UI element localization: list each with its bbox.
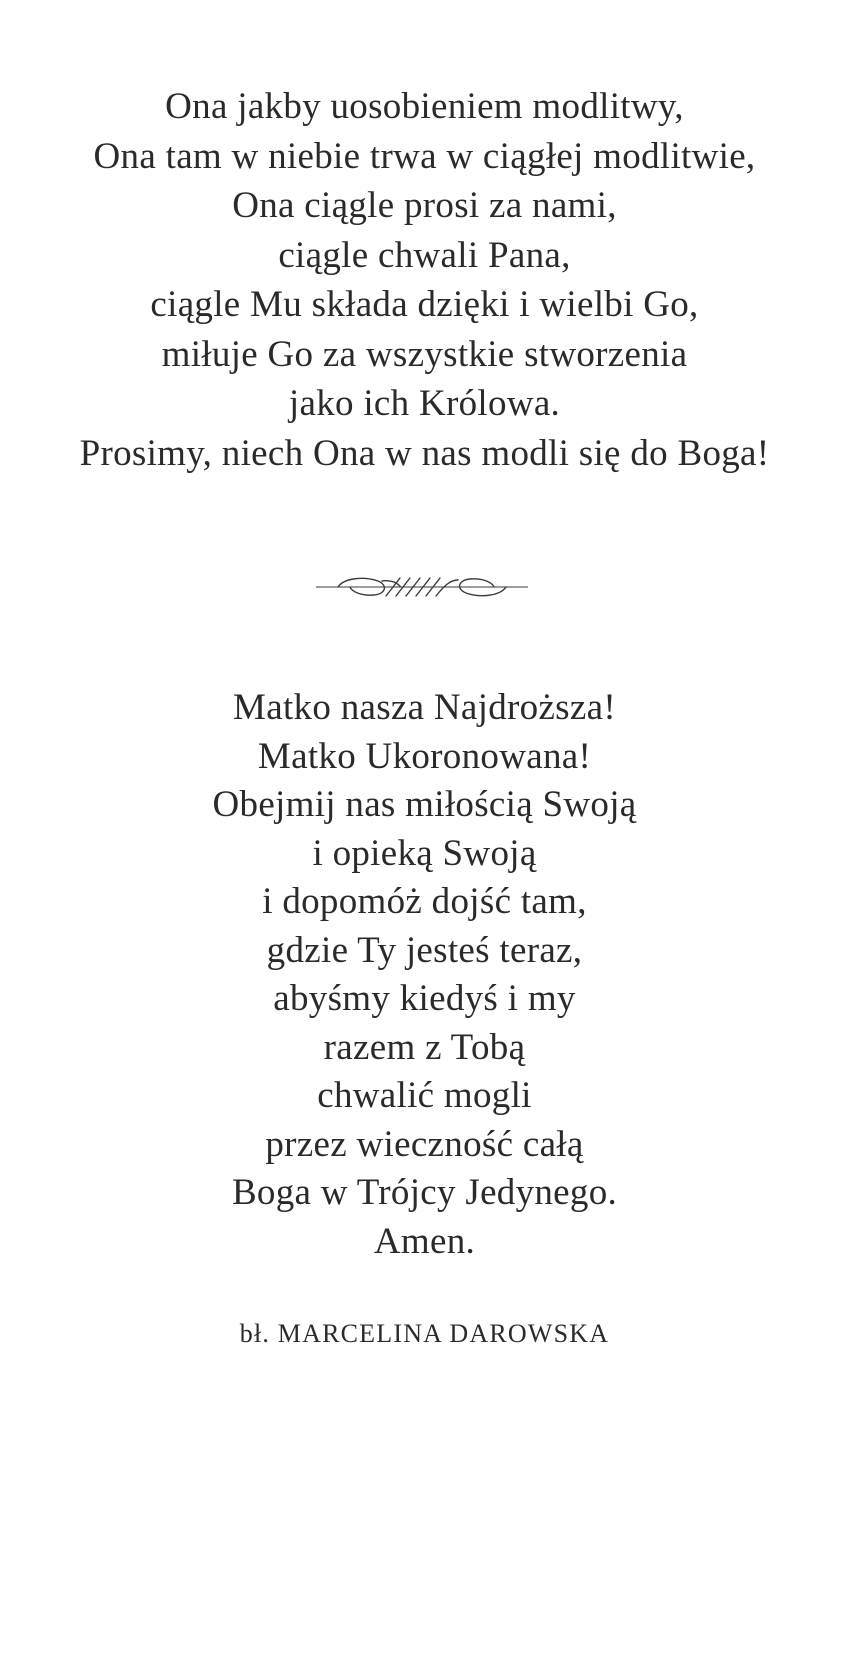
stanza-2-line: przez wieczność całą bbox=[265, 1123, 584, 1165]
flourish-divider-icon bbox=[316, 572, 528, 602]
prayer-stanza-1 bbox=[0, 82, 849, 478]
stanza-1-line: jako ich Królowa. bbox=[288, 383, 561, 424]
stanza-2-line: i dopomóż dojść tam, bbox=[262, 881, 587, 922]
stanza-2-line: Matko Ukoronowana! bbox=[257, 735, 592, 777]
stanza-1-line: Ona ciągle prosi za nami, bbox=[232, 185, 617, 226]
stanza-2-line: Obejmij nas miłością Swoją bbox=[212, 784, 637, 825]
stanza-2-line: chwalić mogli bbox=[317, 1075, 532, 1116]
stanza-2-line: i opieką Swoją bbox=[312, 832, 537, 874]
stanza-2-line: razem z Tobą bbox=[323, 1026, 526, 1068]
author-attribution: bł. MARCELINA DAROWSKA bbox=[239, 1319, 610, 1348]
stanza-1-line: Ona tam w niebie trwa w ciągłej modlitwie, bbox=[93, 135, 756, 177]
stanza-1-line: ciągle chwali Pana, bbox=[278, 234, 571, 276]
stanza-2-line: Amen. bbox=[373, 1220, 476, 1262]
stanza-2-line: Matko nasza Najdroższa! bbox=[233, 687, 616, 728]
stanza-1-line: miłuje Go za wszystkie stworzenia bbox=[161, 333, 688, 375]
stanza-1-line: Ona jakby uosobieniem modlitwy, bbox=[165, 86, 684, 127]
stanza-1-line: ciągle Mu składa dzięki i wielbi Go, bbox=[150, 284, 699, 325]
stanza-1-line: Prosimy, niech Ona w nas modli się do Boga! bbox=[79, 432, 770, 474]
stanza-2-line: gdzie Ty jesteś teraz, bbox=[266, 929, 583, 971]
stanza-2-line: abyśmy kiedyś i my bbox=[273, 978, 576, 1019]
prayer-stanza-2 bbox=[0, 684, 849, 1266]
stanza-2-line: Boga w Trójcy Jedynego. bbox=[231, 1172, 618, 1213]
